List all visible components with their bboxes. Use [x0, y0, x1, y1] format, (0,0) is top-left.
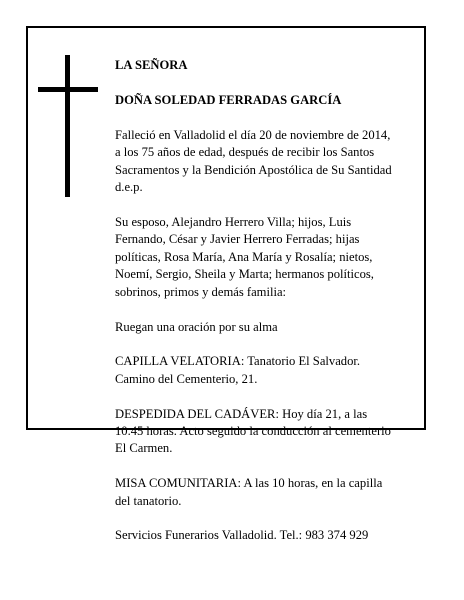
- cross-vertical-bar: [65, 55, 70, 197]
- notice-mass: MISA COMUNITARIA: A las 10 horas, en la capilla del tanatorio.: [115, 476, 383, 508]
- notice-text: [115, 40, 415, 562]
- notice-viewing-chapel: CAPILLA VELATORIA: Tanatorio El Salvador. Camino del Cementerio, 21.: [115, 354, 361, 386]
- cross-horizontal-bar: [38, 87, 98, 92]
- notice-family: Su esposo, Alejandro Herrero Villa; hijos, Luis Fernando, César y Javier Herrero Ferradas; hijas políticas, Rosa María, Ana María y Rosalía; nietos, Noemí, Sergio, Sheila y Marta; hermanos políticos, sobrinos, primos y demás familia:: [115, 215, 374, 299]
- notice-heading-name: DOÑA SOLEDAD FERRADAS GARCÍA: [115, 93, 342, 108]
- obituary-notice: [26, 26, 426, 543]
- notice-farewell: DESPEDIDA DEL CADÁVER: Hoy día 21, a las 10.45 horas. Acto seguido la conducción al cementerio El Carmen.: [115, 406, 391, 456]
- notice-death-details: Falleció en Valladolid el día 20 de noviembre de 2014, a los 75 años de edad, después de recibir los Santos Sacramentos y la Bendición Apostólica de Su Santidad d.e.p.: [115, 128, 392, 195]
- cross-icon: [38, 55, 98, 197]
- notice-funeral-services: Servicios Funerarios Valladolid. Tel.: 983 374 929: [115, 528, 369, 543]
- notice-heading-title: LA SEÑORA: [115, 58, 188, 73]
- notice-prayer-request: Ruegan una oración por su alma: [115, 319, 278, 334]
